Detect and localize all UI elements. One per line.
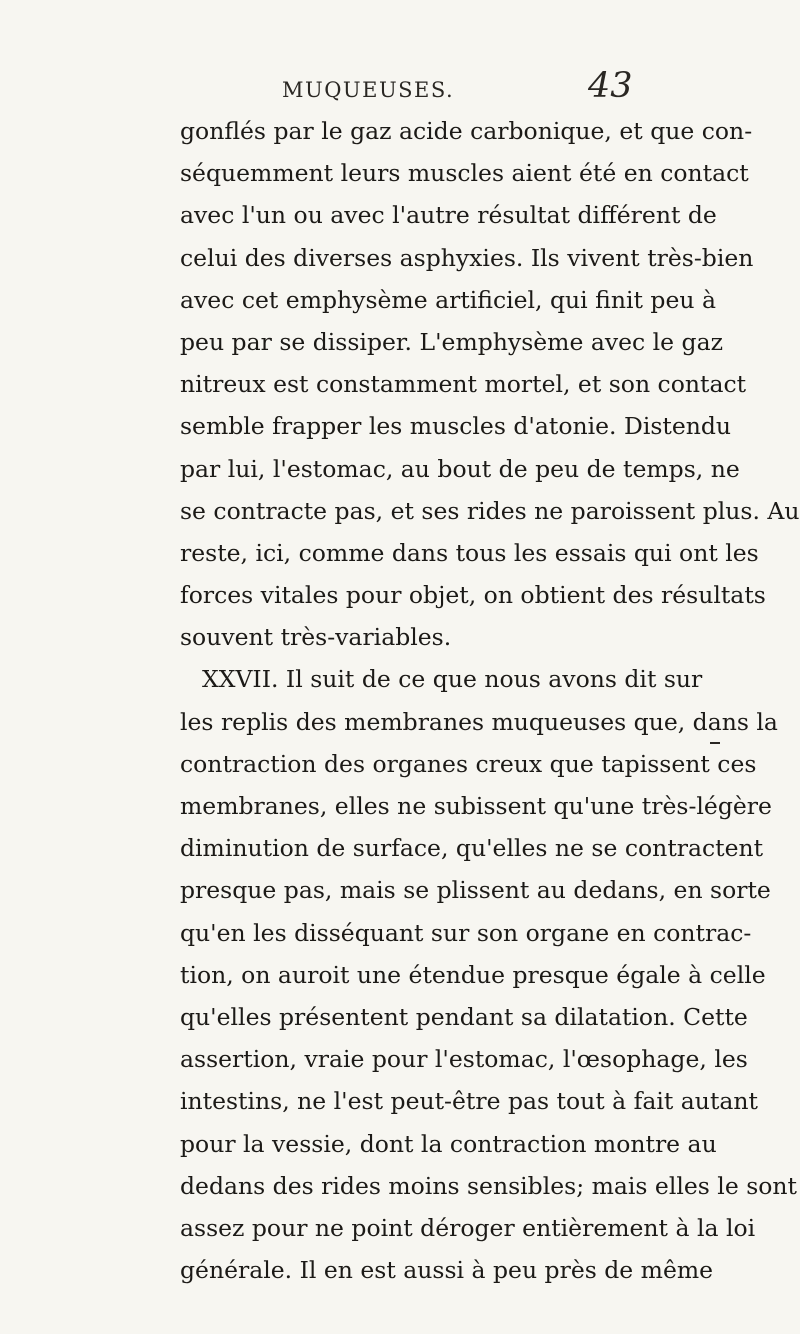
text-line: forces vitales pour objet, on obtient des résultats (180, 581, 766, 610)
text-line: peu par se dissiper. L'emphysème avec le gaz (180, 327, 723, 356)
text-line: pour la vessie, dont la contraction montre au (180, 1129, 717, 1158)
text-line: celui des diverses asphyxies. Ils vivent très-bien (180, 243, 754, 272)
running-head: MUQUEUSES. (282, 78, 455, 102)
text-line: presque pas, mais se plissent au dedans, en sorte (180, 876, 771, 905)
text-line: membranes, elles ne subissent qu'une très-légère (180, 792, 772, 820)
text-line: gonflés par le gaz acide carbonique, et que con- (180, 117, 753, 145)
text-line: assertion, vraie pour l'estomac, l'œsophage, les (180, 1045, 748, 1074)
text-line: tion, on auroit une étendue presque égale à celle (180, 960, 766, 989)
text-line: contraction des organes creux que tapissent ces (180, 749, 757, 778)
text-line: intestins, ne l'est peut-être pas tout à fait autant (180, 1087, 758, 1116)
text-line: séquemment leurs muscles aient été en contact (180, 159, 749, 188)
text-line: les replis des membranes muqueuses que, dans la (180, 707, 778, 736)
text-line: avec l'un ou avec l'autre résultat différent de (180, 201, 717, 230)
text-line: par lui, l'estomac, au bout de peu de temps, ne (180, 454, 740, 483)
text-line: générale. Il en est aussi à peu près de même (180, 1256, 714, 1285)
margin-dash-mark (710, 742, 720, 744)
text-line: se contracte pas, et ses rides ne paroissent plus. Au (180, 496, 800, 525)
text-line: reste, ici, comme dans tous les essais qui ont les (180, 538, 759, 567)
text-line: souvent très-variables. (180, 623, 452, 652)
section-heading-line: XXVII. Il suit de ce que nous avons dit sur (202, 665, 703, 694)
text-line: qu'en les disséquant sur son organe en contrac- (180, 918, 752, 947)
text-line: nitreux est constamment mortel, et son contact (180, 370, 747, 399)
text-line: dedans des rides moins sensibles; mais elles le sont (180, 1171, 797, 1200)
page-number: 43 (588, 66, 633, 106)
text-line: semble frapper les muscles d'atonie. Distendu (180, 412, 732, 441)
text-line: assez pour ne point déroger entièrement à la loi (180, 1213, 756, 1242)
body-text (180, 110, 800, 1291)
text-line: avec cet emphysème artificiel, qui finit peu à (180, 285, 716, 314)
text-line: diminution de surface, qu'elles ne se contractent (180, 834, 764, 863)
text-line: qu'elles présentent pendant sa dilatation. Cette (180, 1002, 748, 1031)
